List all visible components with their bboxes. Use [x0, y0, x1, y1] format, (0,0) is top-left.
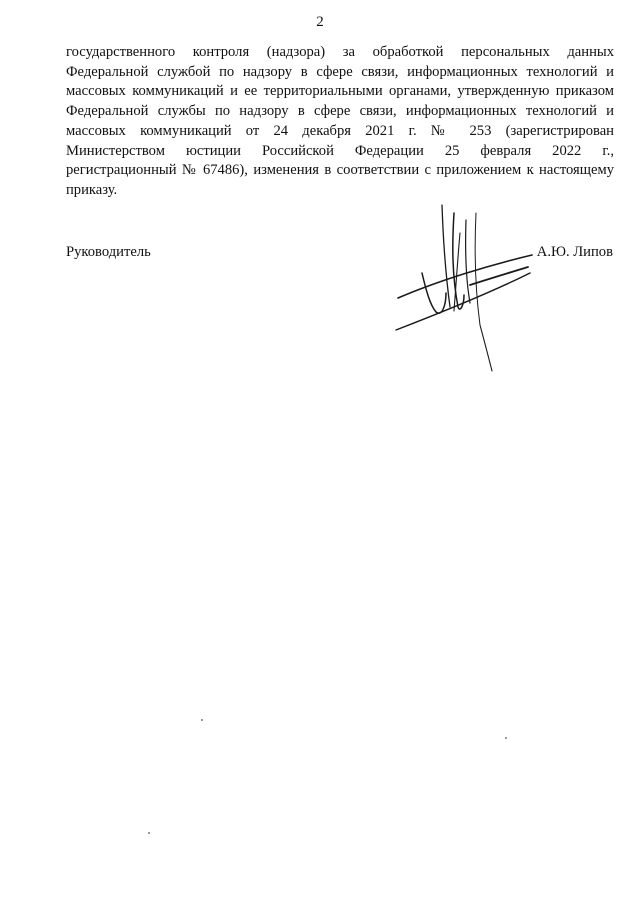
- body-line: массовых коммуникаций и ее территориальными органами, утвержденную приказом: [66, 83, 614, 100]
- document-body-paragraph: [66, 43, 614, 201]
- scan-speck: [201, 719, 203, 721]
- body-line: Министерством юстиции Российской Федерации 25 февраля 2022 г.,: [66, 142, 614, 159]
- body-line: массовых коммуникаций от 24 декабря 2021 г. № 253 (зарегистрирован: [66, 122, 614, 139]
- body-line: приказу.: [66, 181, 118, 198]
- body-line: Федеральной службой по надзору в сфере связи, информационных технологий и: [66, 63, 614, 80]
- body-line: регистрационный № 67486), изменения в соответствии с приложением к настоящему: [66, 162, 614, 179]
- body-line: Федеральной службы по надзору в сфере связи, информационных технологий и: [66, 103, 614, 120]
- scan-speck: [505, 737, 507, 739]
- handwritten-signature: [380, 195, 540, 375]
- signer-title: Руководитель: [66, 244, 151, 260]
- signer-name: А.Ю. Липов: [536, 244, 613, 260]
- scan-speck: [148, 832, 150, 834]
- page-number: 2: [316, 14, 324, 30]
- body-line: государственного контроля (надзора) за обработкой персональных данных: [66, 44, 614, 60]
